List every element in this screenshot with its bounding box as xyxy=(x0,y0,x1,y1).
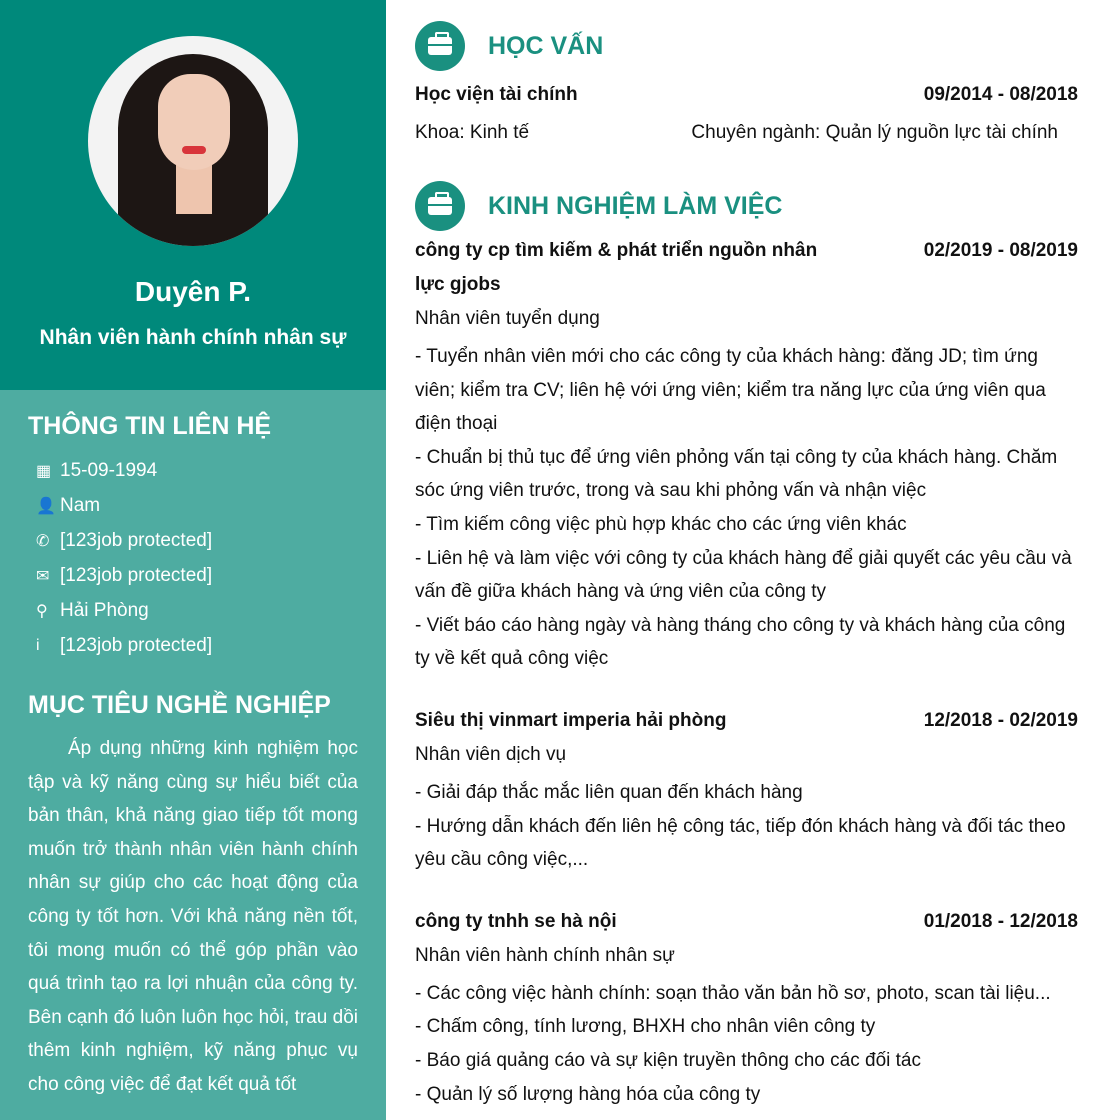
job-company: công ty tnhh se hà nội xyxy=(415,910,617,932)
contact-value: 15-09-1994 xyxy=(60,459,158,481)
contact-item xyxy=(28,558,358,593)
job-period: 12/2018 - 02/2019 xyxy=(923,709,1078,731)
job-entry xyxy=(415,905,1078,1111)
briefcase-icon xyxy=(415,181,465,231)
education-heading: HỌC VẤN xyxy=(488,31,604,60)
sidebar xyxy=(0,0,386,1120)
job-company: Siêu thị vinmart imperia hải phòng xyxy=(415,709,727,731)
school-name: Học viện tài chính xyxy=(415,84,578,105)
job-detail: - Chuẩn bị thủ tục để ứng viên phỏng vấn tại công ty của khách hàng. Chăm sóc ứng viên trước, trong và sau khi phỏng vấn và nhận việc xyxy=(415,446,1058,502)
job-detail: - Tuyển nhân viên mới cho các công ty của khách hàng: đăng JD; tìm ứng viên; kiểm tra CV; liên hệ với ứng viên; kiểm tra năng lực của ứng viên qua điện thoại xyxy=(415,346,1046,435)
job-entry xyxy=(415,234,1078,676)
job-period: 02/2019 - 08/2019 xyxy=(923,240,1078,261)
profile-header xyxy=(0,0,386,390)
job-detail: - Báo giá quảng cáo và sự kiện truyền thông cho các đối tác xyxy=(415,1049,921,1071)
experience-heading: KINH NGHIỆM LÀM VIỆC xyxy=(488,191,783,220)
contact-heading: THÔNG TIN LIÊN HỆ xyxy=(28,412,272,440)
profile-name: Duyên P. xyxy=(134,276,252,307)
map-marker-icon: ⚲ xyxy=(36,602,48,620)
contact-value: [123job protected] xyxy=(60,634,213,656)
briefcase-icon xyxy=(415,21,465,71)
envelope-icon: ✉ xyxy=(36,567,50,585)
job-detail: - Tìm kiếm công việc phù hợp khác cho các ứng viên khác xyxy=(415,513,907,535)
objective-heading: MỤC TIÊU NGHỀ NGHIỆP xyxy=(28,691,331,719)
avatar xyxy=(88,36,298,246)
info-icon: i xyxy=(36,636,40,654)
calendar-icon: ▦ xyxy=(36,462,52,480)
job-detail: - Quản lý số lượng hàng hóa của công ty xyxy=(415,1083,761,1105)
contact-value: [123job protected] xyxy=(60,564,213,586)
objective-text: Áp dụng những kinh nghiệm học tập và kỹ năng cùng sự hiểu biết của bản thân, khả năng giao tiếp tốt mong muốn trở thành nhân viên hành chính nhân sự giúp cho các hoạt động của công ty tốt hơn. Với khả năng nền tốt, tôi mong muốn có thể góp phần vào quá trình tạo ra lợi nhuận của công ty. Bên cạnh đó luôn luôn học hỏi, trau dồi thêm kinh nghiệm, kỹ năng phục vụ cho công việc để đạt kết quả tốt xyxy=(28,738,358,1095)
job-detail: - Viết báo cáo hàng ngày và hàng tháng cho công ty và khách hàng của công ty về kết quả công việc xyxy=(415,614,1066,670)
education-header xyxy=(415,20,1078,72)
major: Chuyên ngành: Quản lý nguồn lực tài chính xyxy=(691,122,1058,143)
education-period: 09/2014 - 08/2018 xyxy=(923,84,1078,105)
job-position: Nhân viên tuyển dụng xyxy=(415,308,600,329)
main-content xyxy=(415,0,1078,1111)
contact-item xyxy=(28,593,358,628)
user-icon: 👤 xyxy=(36,497,56,515)
job-detail: - Liên hệ và làm việc với công ty của khách hàng để giải quyết các yêu cầu và vấn đề giữa khách hàng và ứng viên của công ty xyxy=(415,547,1072,603)
job-position: Nhân viên hành chính nhân sự xyxy=(415,944,675,966)
contact-value: Hải Phòng xyxy=(60,599,149,621)
contact-item xyxy=(28,628,358,663)
job-position: Nhân viên dịch vụ xyxy=(415,743,567,765)
job-detail: - Các công việc hành chính: soạn thảo văn bản hồ sơ, photo, scan tài liệu... xyxy=(415,982,1051,1004)
job-entry xyxy=(415,704,1078,877)
job-detail: - Giải đáp thắc mắc liên quan đến khách hàng xyxy=(415,781,803,803)
contact-value: Nam xyxy=(60,494,101,516)
profile-title: Nhân viên hành chính nhân sự xyxy=(39,326,347,349)
contact-value: [123job protected] xyxy=(60,529,213,551)
job-company: công ty cp tìm kiếm & phát triển nguồn nhân lực gjobs xyxy=(415,240,818,295)
contact-item xyxy=(28,453,358,488)
faculty: Khoa: Kinh tế xyxy=(415,122,530,143)
contact-item xyxy=(28,523,358,558)
contact-item xyxy=(28,488,358,523)
contact-section xyxy=(0,412,386,1102)
job-period: 01/2018 - 12/2018 xyxy=(923,910,1078,932)
phone-icon: ✆ xyxy=(36,532,50,550)
job-detail: - Chấm công, tính lương, BHXH cho nhân viên công ty xyxy=(415,1016,876,1038)
experience-header xyxy=(415,180,1078,232)
job-detail: - Hướng dẫn khách đến liên hệ công tác, tiếp đón khách hàng và đối tác theo yêu cầu công việc,... xyxy=(415,815,1066,871)
